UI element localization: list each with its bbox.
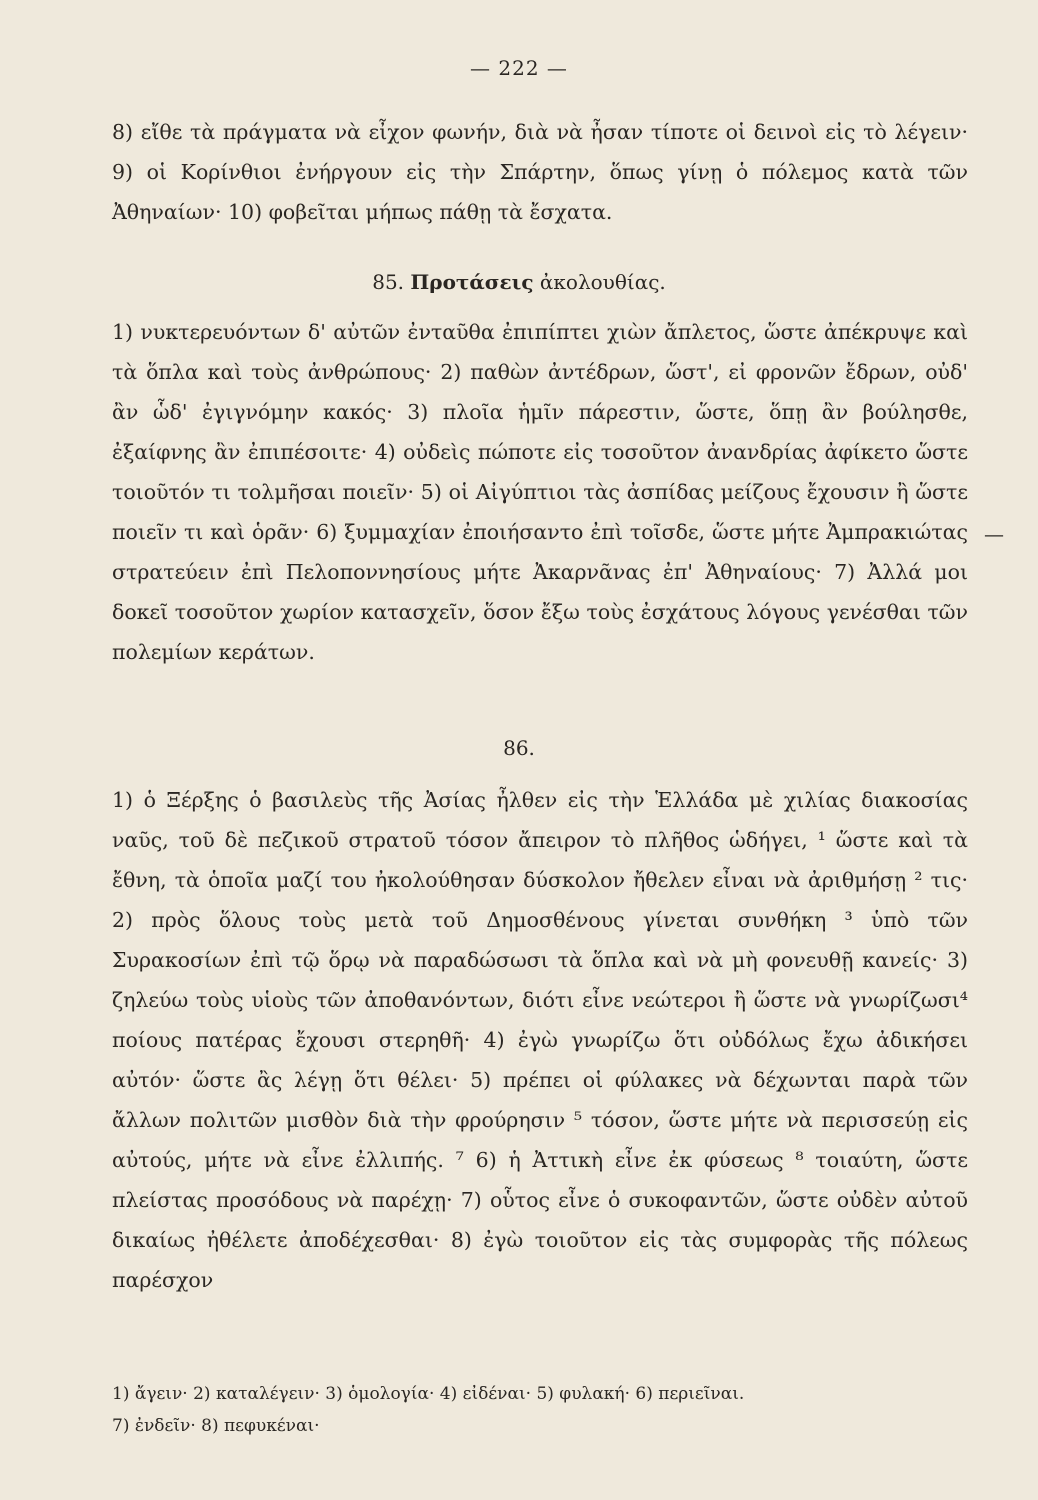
- section-85-title-rest: ἀκολουθίας.: [539, 270, 666, 294]
- page-number: — 222 —: [470, 56, 568, 80]
- section-85-body: 1) νυκτερευόντων δ' αὐτῶν ἐνταῦθα ἐπιπίπτει χιὼν ἄπλετος, ὥστε ἀπέκρυψε καὶ τὰ ὅπλα καὶ τοὺς ἀνθρώπους· 2) παθὼν ἀντέδρων, ὥστ', εἰ φρονῶν ἔδρων, οὐδ' ἂν ὧδ' ἐγιγνόμην κακός· 3) πλοῖα ἡμῖν πάρεστιν, ὥστε, ὅπῃ ἂν βούλησθε, ἐξαίφνης ἂν ἐπιπέσοιτε· 4) οὐδεὶς πώποτε εἰς τοσοῦτον ἀνανδρίας ἀφίκετο ὥστε τοιοῦτόν τι τολμῆσαι ποιεῖν· 5) οἱ Αἰγύπτιοι τὰς ἀσπίδας μείζους ἔχουσιν ἢ ὥστε ποιεῖν τι καὶ ὁρᾶν· 6) ξυμμαχίαν ἐποιήσαντο ἐπὶ τοῖσδε, ὥστε μήτε Ἀμπρακιώτας στρατεύειν ἐπὶ Πελοποννησίους μήτε Ἀκαρνᾶνας ἐπ' Ἀθηναίους· 7) Ἀλλά μοι δοκεῖ τοσοῦτον χωρίον κατασχεῖν, ὅσον ἔξω τοὺς ἐσχάτους λόγους γενέσθαι τῶν πολεμίων κεράτων.: [112, 320, 968, 664]
- footnotes: [112, 1378, 972, 1442]
- top-paragraph: 8) εἴθε τὰ πράγματα νὰ εἶχον φωνήν, διὰ νὰ ἦσαν τίποτε οἱ δεινοὶ εἰς τὸ λέγειν· 9) οἱ Κορίνθιοι ἐνήργουν εἰς τὴν Σπάρτην, ὅπως γίνῃ ὁ πόλεμος κατὰ τῶν Ἀθηναίων· 10) φοβεῖται μήπως πάθῃ τὰ ἔσχατα.: [112, 120, 968, 224]
- footnote-line-2: 7) ἐνδεῖν· 8) πεφυκέναι·: [112, 1416, 320, 1436]
- footnote-line-1: 1) ἄγειν· 2) καταλέγειν· 3) ὁμολογία· 4) εἰδέναι· 5) φυλακή· 6) περιεῖναι.: [112, 1384, 745, 1404]
- margin-mark: —: [984, 522, 1004, 546]
- section-85-number: 85.: [372, 270, 405, 294]
- section-85-title: Προτάσεις: [410, 270, 534, 294]
- section-86-heading: 86.: [503, 736, 535, 760]
- section-85-heading: [0, 270, 1038, 294]
- section-86-body: 1) ὁ Ξέρξης ὁ βασιλεὺς τῆς Ἀσίας ἦλθεν εἰς τὴν Ἑλλάδα μὲ χιλίας διακοσίας ναῦς, τοῦ δὲ πεζικοῦ στρατοῦ τόσον ἄπειρον τὸ πλῆθος ὡδήγει, ¹ ὥστε καὶ τὰ ἔθνη, τὰ ὁποῖα μαζί του ἠκολούθησαν δύσκολον ἤθελεν εἶναι νὰ ἀριθμήσῃ ² τις· 2) πρὸς ὅλους τοὺς μετὰ τοῦ Δημοσθένους γίνεται συνθήκη ³ ὑπὸ τῶν Συρακοσίων ἐπὶ τῷ ὅρῳ νὰ παραδώσωσι τὰ ὅπλα καὶ νὰ μὴ φονευθῇ κανείς· 3) ζηλεύω τοὺς υἱοὺς τῶν ἀποθανόντων, διότι εἶνε νεώτεροι ἢ ὥστε νὰ γνωρίζωσι⁴ ποίους πατέρας ἔχουσι στερηθῆ· 4) ἐγὼ γνωρίζω ὅτι οὐδόλως ἔχω ἀδικήσει αὐτόν· ὥστε ἂς λέγῃ ὅτι θέλει· 5) πρέπει οἱ φύλακες νὰ δέχωνται παρὰ τῶν ἄλλων πολιτῶν μισθὸν διὰ τὴν φρούρησιν ⁵ τόσον, ὥστε μήτε νὰ περισσεύῃ εἰς αὐτούς, μήτε νὰ εἶνε ἐλλιπής. ⁷ 6) ἡ Ἀττικὴ εἶνε ἐκ φύσεως ⁸ τοιαύτη, ὥστε πλείστας προσόδους νὰ παρέχῃ· 7) οὗτος εἶνε ὁ συκοφαντῶν, ὥστε οὐδὲν αὐτοῦ δικαίως ἠθέλετε ἀποδέχεσθαι· 8) ἐγὼ τοιοῦτον εἰς τὰς συμφορὰς τῆς πόλεως παρέσχον: [112, 788, 968, 1292]
